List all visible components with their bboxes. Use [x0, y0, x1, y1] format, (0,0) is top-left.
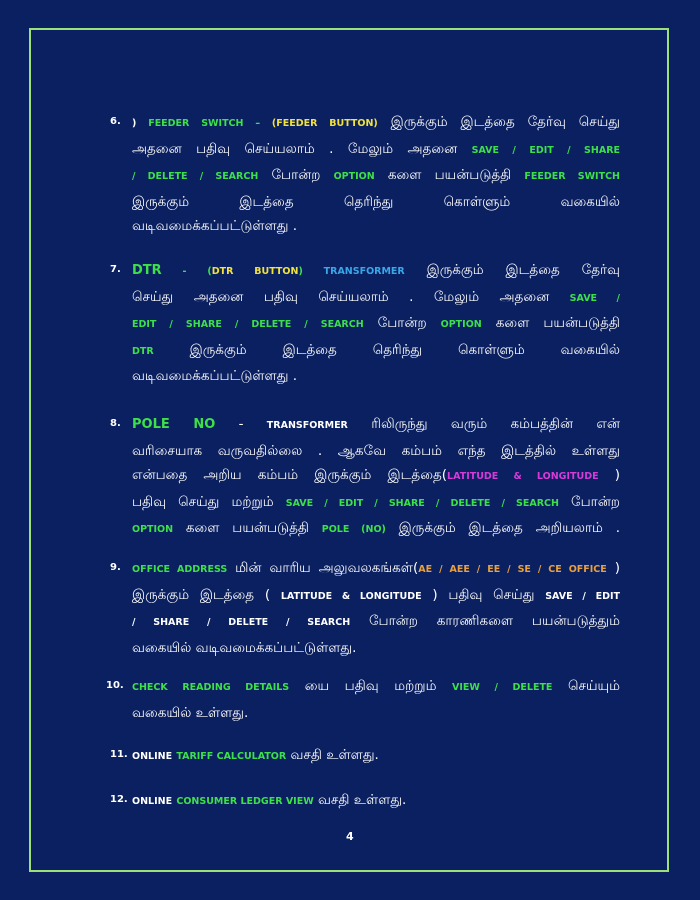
item-number: 9. — [110, 562, 121, 573]
item-number: 10. — [106, 680, 124, 691]
item-line: வடிவமைக்கப்பட்டுள்ளது . — [132, 368, 298, 384]
dtr-button-label: DTR BUTTON — [211, 266, 299, 277]
item-number: 11. — [110, 749, 128, 760]
feeder-switch-label: FEEDER SWITCH – — [148, 118, 272, 129]
item-line: ONLINE CONSUMER LEDGER VIEW வசதி உள்ளது. — [132, 792, 407, 808]
list-item-8 — [110, 412, 620, 543]
item-line: OFFICE ADDRESS மின் வாரிய அலுவலகங்கள்(AE / AEE / EE / SE / CE OFFICE ) — [132, 560, 620, 576]
item-line: அதனை பதிவு செய்யலாம் . மேலும் அதனை SAVE / EDIT / SHARE — [132, 140, 620, 157]
item-number: 12. — [110, 794, 128, 805]
item-line: ) FEEDER SWITCH – (FEEDER BUTTON) இருக்கும் இடத்தை தேர்வு செய்து — [132, 114, 621, 130]
item-line: / SHARE / DELETE / SEARCH போன்ற காரணிகளை பயன்படுத்தும் — [132, 613, 620, 629]
list-item-10 — [106, 674, 620, 725]
item-line: வடிவமைக்கப்பட்டுள்ளது . — [132, 218, 298, 234]
list-item-11 — [110, 743, 620, 770]
item-line: செய்து அதனை பதிவு செய்யலாம் . மேலும் அதனை SAVE / — [132, 288, 621, 305]
item-line: ONLINE TARIFF CALCULATOR வசதி உள்ளது. — [132, 747, 379, 763]
office-address-label: OFFICE ADDRESS — [132, 564, 228, 575]
item-line: என்பதை அறிய கம்பம் இருக்கும் இடத்தை(LATITUDE & LONGITUDE ) — [132, 467, 621, 483]
item-number: 6. — [110, 116, 121, 127]
item-line: இருக்கும் இடத்தை தெரிந்து கொள்ளும் வகையில் — [132, 193, 620, 210]
item-number: 8. — [110, 418, 121, 429]
list-item-12 — [110, 788, 620, 815]
item-line: DTR இருக்கும் இடத்தை தெரிந்து கொள்ளும் வகையில் — [132, 341, 620, 358]
consumer-ledger-label: CONSUMER LEDGER VIEW — [176, 796, 314, 807]
item-line: வரிசையாக வருவதில்லை . ஆகவே கம்பம் எந்த இடத்தில் உள்ளது — [132, 442, 620, 459]
page-number: 4 — [346, 830, 354, 843]
pole-no-label: POLE NO — [132, 417, 216, 432]
lat-long-label: LATITUDE & LONGITUDE — [447, 471, 599, 482]
feeder-button-label: (FEEDER BUTTON) — [271, 118, 378, 129]
item-line: வகையில் வடிவமைக்கப்பட்டுள்ளது. — [132, 639, 357, 656]
check-reading-label: CHECK READING DETAILS — [132, 682, 290, 693]
item-line: EDIT / SHARE / DELETE / SEARCH போன்ற OPTION களை பயன்படுத்தி — [132, 315, 620, 331]
item-line: வகையில் உள்ளது. — [132, 704, 249, 721]
transformer-label: TRANSFORMER — [323, 266, 405, 277]
office-list-label: AE / AEE / EE / SE / CE OFFICE — [418, 564, 607, 575]
item-line: DTR - (DTR BUTTON) TRANSFORMER இருக்கும் இடத்தை தேர்வு — [132, 262, 620, 278]
item-line: POLE NO - TRANSFORMER ரிலிருந்து வரும் கம்பத்தின் என் — [132, 416, 620, 432]
item-line: OPTION களை பயன்படுத்தி POLE (NO) இருக்கும் இடத்தை அறியலாம் . — [132, 520, 620, 536]
item-line: / DELETE / SEARCH போன்ற OPTION களை பயன்படுத்தி FEEDER SWITCH — [132, 167, 620, 183]
item-line: இருக்கும் இடத்தை ( LATITUDE & LONGITUDE ) பதிவு செய்து SAVE / EDIT — [132, 586, 620, 603]
list-item-9 — [110, 556, 620, 660]
item-number: 7. — [110, 264, 121, 275]
tariff-calculator-label: TARIFF CALCULATOR — [176, 751, 287, 762]
list-item-7 — [110, 258, 620, 389]
item-line: CHECK READING DETAILS யை பதிவு மற்றும் VIEW / DELETE செய்யும் — [132, 678, 620, 694]
list-item-6 — [110, 110, 620, 239]
item-line: பதிவு செய்து மற்றும் SAVE / EDIT / SHARE / DELETE / SEARCH போன்ற — [132, 493, 620, 510]
